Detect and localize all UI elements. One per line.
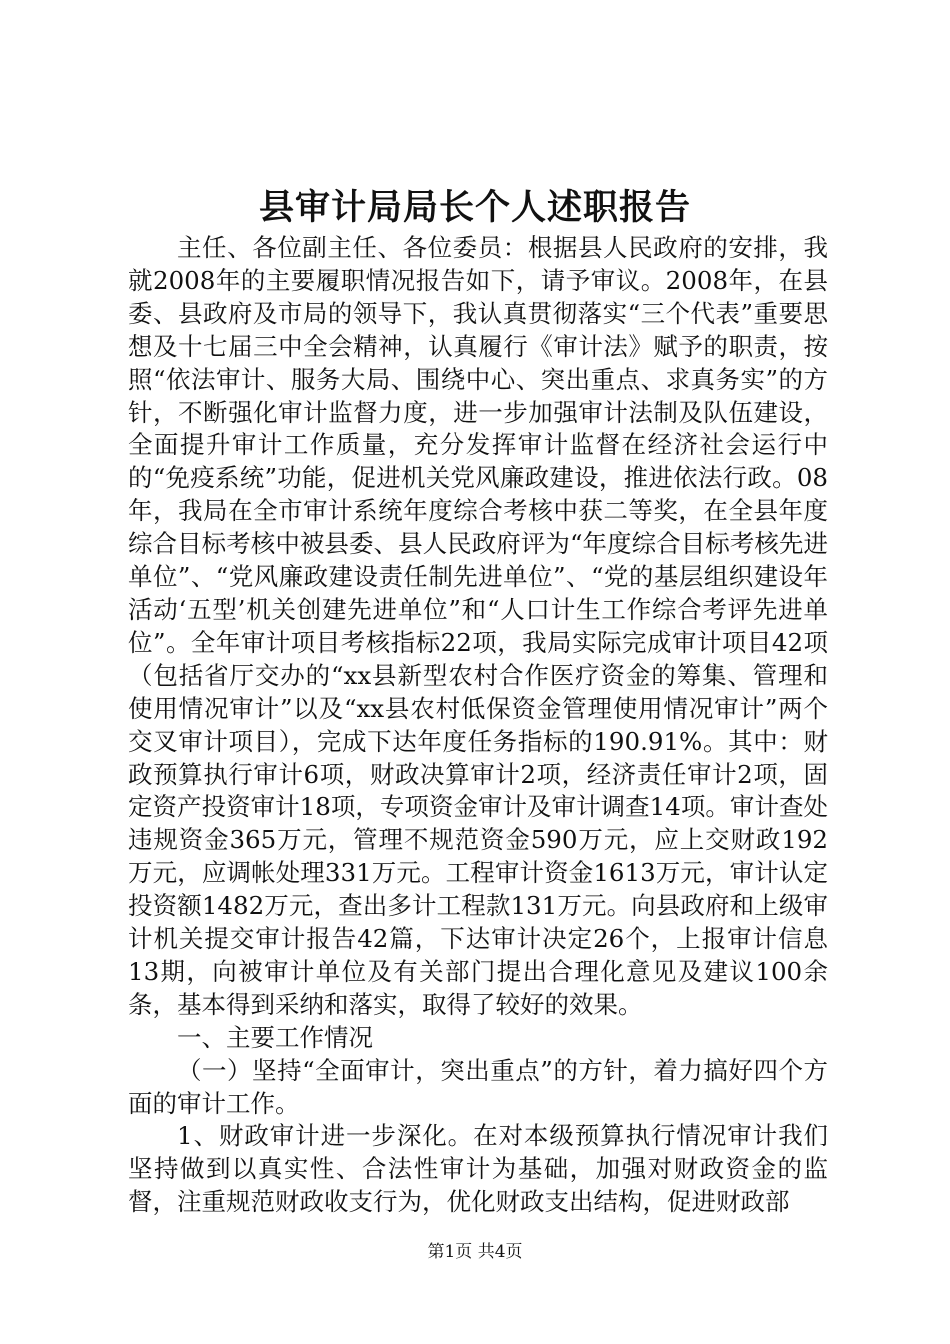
document-body xyxy=(128,232,828,1219)
paragraph-intro: 主任、各位副主任、各位委员：根据县人民政府的安排，我就2008年的主要履职情况报告如下，请予审议。2008年，在县委、县政府及市局的领导下，我认真贯彻落实“三个代表”重要思想及十七届三中全会精神，认真履行《审计法》赋予的职责，按照“依法审计、服务大局、围绕中心、突出重点、求真务实”的方针，不断强化审计监督力度，进一步加强审计法制及队伍建设，全面提升审计工作质量，充分发挥审计监督在经济社会运行中的“免疫系统”功能，促进机关党风廉政建设，推进依法行政。08年，我局在全市审计系统年度综合考核中获二等奖，在全县年度综合目标考核中被县委、县人民政府评为“年度综合目标考核先进单位”、“党风廉政建设责任制先进单位”、“党的基层组织建设年活动‘五型’机关创建先进单位”和“人口计生工作综合考评先进单位”。全年审计项目考核指标22项，我局实际完成审计项目42项（包括省厅交办的“xx县新型农村合作医疗资金的筹集、管理和使用情况审计”以及“xx县农村低保资金管理使用情况审计”两个交叉审计项目），完成下达年度任务指标的190.91%。其中：财政预算执行审计6项，财政决算审计2项，经济责任审计2项，固定资产投资审计18项，专项资金审计及审计调查14项。审计查处违规资金365万元，管理不规范资金590万元，应上交财政192万元，应调帐处理331万元。工程审计资金1613万元，审计认定投资额1482万元，查出多计工程款131万元。向县政府和上级审计机关提交审计报告42篇，下达审计决定26个，上报审计信息13期，向被审计单位及有关部门提出合理化意见及建议100余条，基本得到采纳和落实，取得了较好的效果。 xyxy=(128,233,828,1019)
page-number-footer: 第1页 共4页 xyxy=(427,1242,523,1262)
document-title: 县审计局局长个人述职报告 xyxy=(258,187,691,228)
subsection-heading-one: （一）坚持“全面审计，突出重点”的方针，着力搞好四个方面的审计工作。 xyxy=(128,1055,828,1118)
paragraph-finance-audit: 1、财政审计进一步深化。在对本级预算执行情况审计我们坚持做到以真实性、合法性审计为基础，加强对财政资金的监督，注重规范财政收支行为，优化财政支出结构，促进财政部 xyxy=(128,1121,828,1217)
section-heading-main-work: 一、主要工作情况 xyxy=(177,1022,373,1052)
